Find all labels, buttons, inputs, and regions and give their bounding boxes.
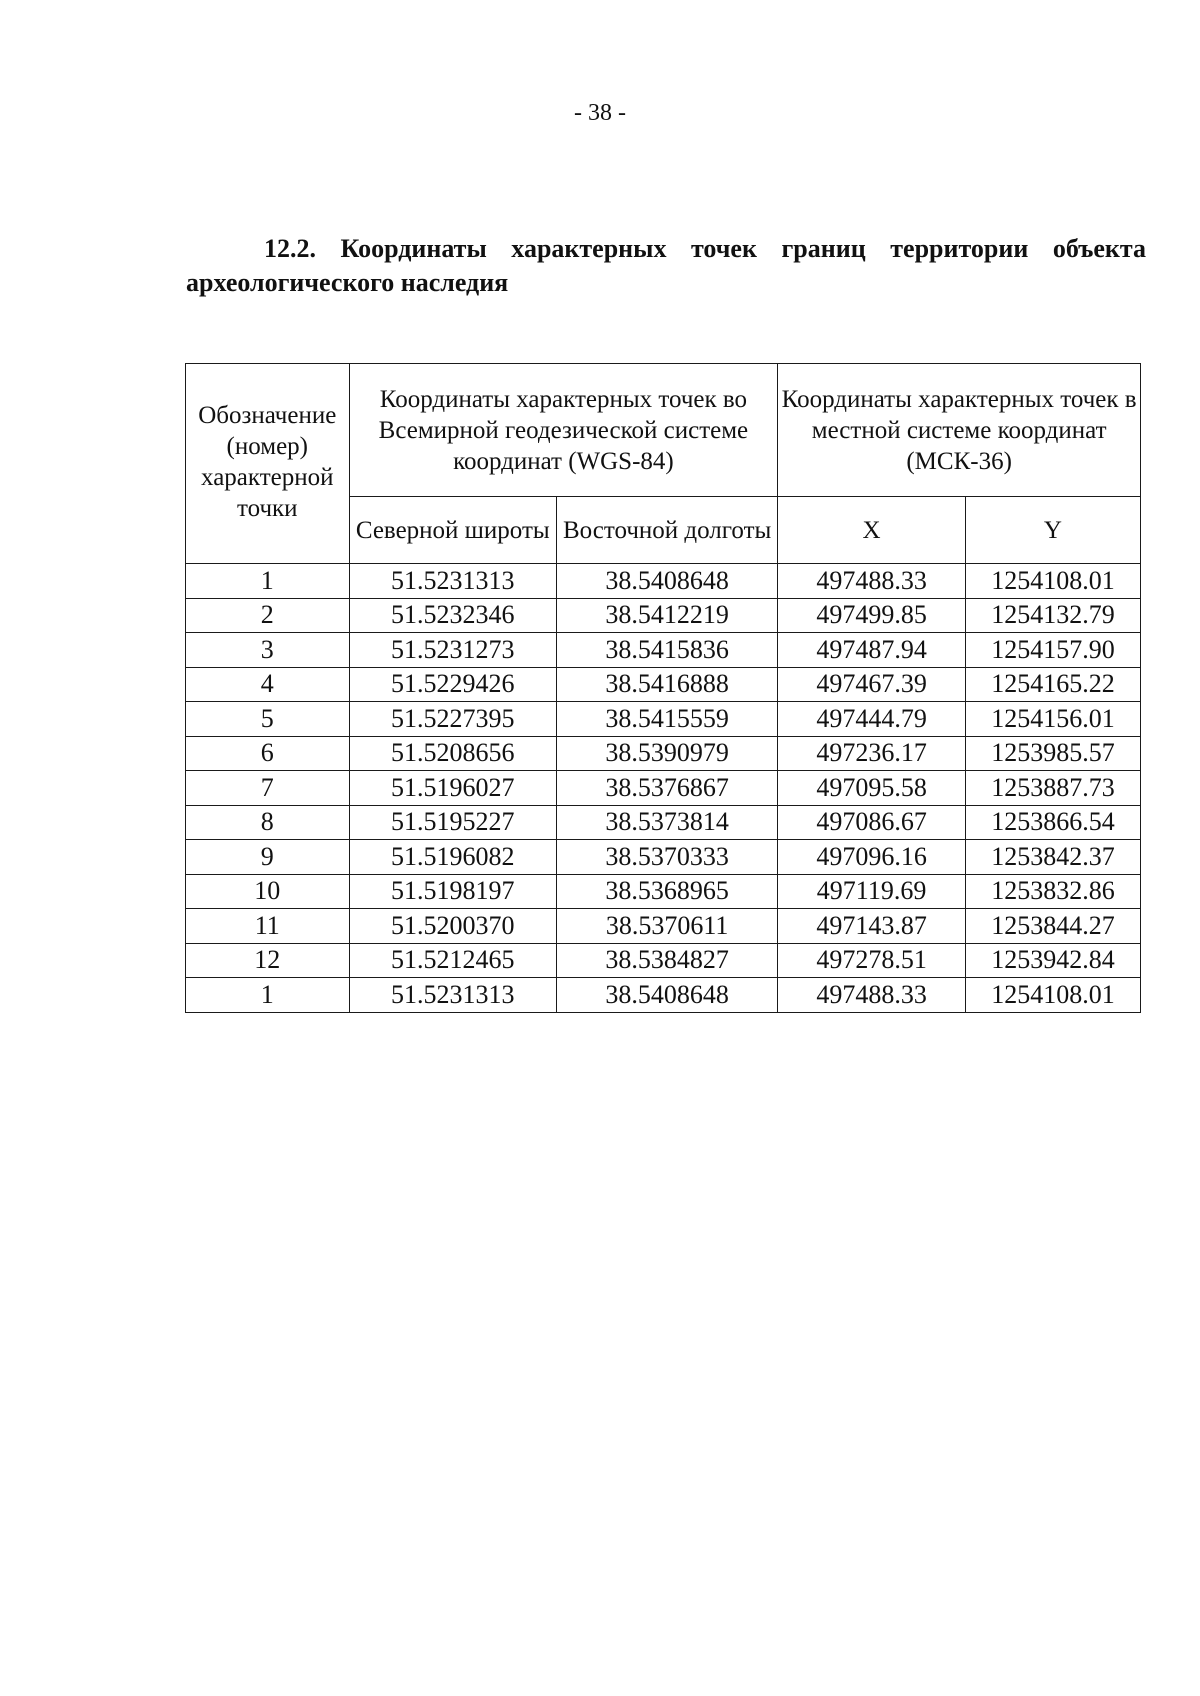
y-coordinate-cell: 1254165.22 — [965, 667, 1140, 702]
y-coordinate-cell: 1253832.86 — [965, 874, 1140, 909]
x-coordinate-cell: 497278.51 — [778, 943, 966, 978]
longitude-cell: 38.5412219 — [557, 598, 778, 633]
x-coordinate-cell: 497095.58 — [778, 771, 966, 806]
latitude-cell: 51.5227395 — [349, 702, 556, 737]
x-coordinate-cell: 497086.67 — [778, 805, 966, 840]
latitude-cell: 51.5198197 — [349, 874, 556, 909]
y-coordinate-cell: 1254156.01 — [965, 702, 1140, 737]
latitude-cell: 51.5195227 — [349, 805, 556, 840]
table-row — [186, 564, 1141, 599]
point-number-cell: 5 — [186, 702, 350, 737]
x-coordinate-cell: 497236.17 — [778, 736, 966, 771]
latitude-cell: 51.5208656 — [349, 736, 556, 771]
longitude-cell: 38.5370611 — [557, 909, 778, 944]
longitude-cell: 38.5370333 — [557, 840, 778, 875]
x-coordinate-cell: 497143.87 — [778, 909, 966, 944]
y-coordinate-cell: 1254108.01 — [965, 978, 1140, 1013]
y-coordinate-cell: 1253942.84 — [965, 943, 1140, 978]
longitude-cell: 38.5415836 — [557, 633, 778, 668]
section-title — [186, 232, 1146, 300]
longitude-cell: 38.5373814 — [557, 805, 778, 840]
header-longitude: Восточной долготы — [557, 497, 778, 564]
header-x: X — [778, 497, 966, 564]
point-number-cell: 6 — [186, 736, 350, 771]
y-coordinate-cell: 1253844.27 — [965, 909, 1140, 944]
table-row — [186, 598, 1141, 633]
point-number-cell: 12 — [186, 943, 350, 978]
header-wgs-group: Координаты характерных точек во Всемирной геодезической системе координат (WGS-84) — [349, 364, 778, 497]
header-y: Y — [965, 497, 1140, 564]
table-row — [186, 874, 1141, 909]
point-number-cell: 7 — [186, 771, 350, 806]
table-row — [186, 633, 1141, 668]
x-coordinate-cell: 497488.33 — [778, 564, 966, 599]
table-row — [186, 978, 1141, 1013]
header-msk-group: Координаты характерных точек в местной системе координат (МСК-36) — [778, 364, 1141, 497]
longitude-cell: 38.5384827 — [557, 943, 778, 978]
header-latitude: Северной широты — [349, 497, 556, 564]
point-number-cell: 2 — [186, 598, 350, 633]
latitude-cell: 51.5231313 — [349, 978, 556, 1013]
latitude-cell: 51.5212465 — [349, 943, 556, 978]
table-row — [186, 702, 1141, 737]
latitude-cell: 51.5231273 — [349, 633, 556, 668]
point-number-cell: 1 — [186, 978, 350, 1013]
x-coordinate-cell: 497488.33 — [778, 978, 966, 1013]
point-number-cell: 3 — [186, 633, 350, 668]
coordinates-table — [185, 363, 1141, 1013]
y-coordinate-cell: 1254132.79 — [965, 598, 1140, 633]
x-coordinate-cell: 497444.79 — [778, 702, 966, 737]
latitude-cell: 51.5200370 — [349, 909, 556, 944]
table-body — [186, 564, 1141, 1013]
longitude-cell: 38.5416888 — [557, 667, 778, 702]
y-coordinate-cell: 1253866.54 — [965, 805, 1140, 840]
latitude-cell: 51.5196027 — [349, 771, 556, 806]
point-number-cell: 9 — [186, 840, 350, 875]
y-coordinate-cell: 1253842.37 — [965, 840, 1140, 875]
longitude-cell: 38.5415559 — [557, 702, 778, 737]
section-title-text: 12.2. Координаты характерных точек границ территории объекта археологического наследия — [186, 234, 1146, 297]
table-row — [186, 805, 1141, 840]
y-coordinate-cell: 1253985.57 — [965, 736, 1140, 771]
table-row — [186, 736, 1141, 771]
x-coordinate-cell: 497487.94 — [778, 633, 966, 668]
page-number: - 38 - — [574, 100, 626, 126]
point-number-cell: 8 — [186, 805, 350, 840]
table-row — [186, 667, 1141, 702]
table-row — [186, 840, 1141, 875]
y-coordinate-cell: 1254108.01 — [965, 564, 1140, 599]
table-row — [186, 909, 1141, 944]
longitude-cell: 38.5376867 — [557, 771, 778, 806]
longitude-cell: 38.5368965 — [557, 874, 778, 909]
x-coordinate-cell: 497499.85 — [778, 598, 966, 633]
point-number-cell: 1 — [186, 564, 350, 599]
table-row — [186, 943, 1141, 978]
table-row — [186, 771, 1141, 806]
y-coordinate-cell: 1254157.90 — [965, 633, 1140, 668]
x-coordinate-cell: 497096.16 — [778, 840, 966, 875]
x-coordinate-cell: 497467.39 — [778, 667, 966, 702]
latitude-cell: 51.5231313 — [349, 564, 556, 599]
longitude-cell: 38.5408648 — [557, 978, 778, 1013]
point-number-cell: 10 — [186, 874, 350, 909]
y-coordinate-cell: 1253887.73 — [965, 771, 1140, 806]
latitude-cell: 51.5232346 — [349, 598, 556, 633]
x-coordinate-cell: 497119.69 — [778, 874, 966, 909]
point-number-cell: 11 — [186, 909, 350, 944]
latitude-cell: 51.5229426 — [349, 667, 556, 702]
header-designation: Обозначение (номер) характерной точки — [186, 364, 350, 564]
latitude-cell: 51.5196082 — [349, 840, 556, 875]
point-number-cell: 4 — [186, 667, 350, 702]
longitude-cell: 38.5408648 — [557, 564, 778, 599]
longitude-cell: 38.5390979 — [557, 736, 778, 771]
